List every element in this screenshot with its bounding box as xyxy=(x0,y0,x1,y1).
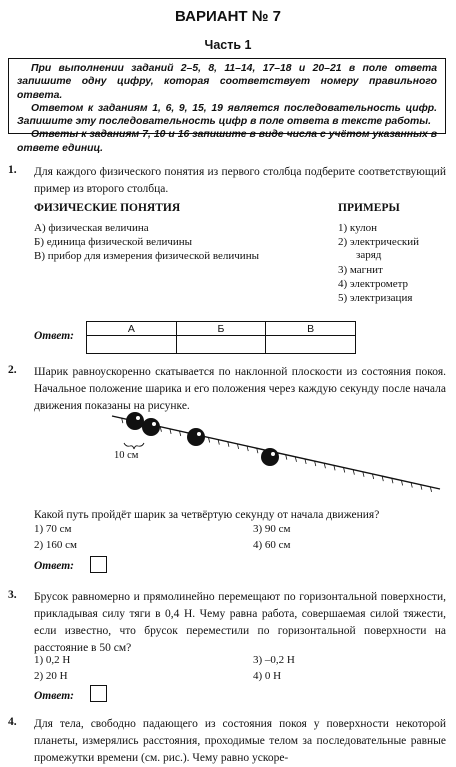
concepts-header: ФИЗИЧЕСКИЕ ПОНЯТИЯ xyxy=(34,202,181,214)
task3-option-1: 1) 0,2 Н xyxy=(34,654,71,666)
example-4: 4) электрометр xyxy=(338,278,409,290)
task2-option-2: 2) 160 см xyxy=(34,539,78,551)
ball-2s xyxy=(187,428,205,446)
task2-number: 2. xyxy=(8,364,17,376)
concept-b: Б) единица физической величины xyxy=(34,236,193,248)
task2-answer-box[interactable] xyxy=(90,556,107,573)
answer-cell-v[interactable] xyxy=(266,336,356,354)
answer-cell-b[interactable] xyxy=(176,336,266,354)
task3-answer-label: Ответ: xyxy=(34,690,74,702)
task1-text: Для каждого физического понятия из первого столбца подберите соответствующий пример из второго столбца. xyxy=(34,166,446,195)
part-title: Часть 1 xyxy=(204,38,252,52)
example-2-cont: заряд xyxy=(356,249,382,261)
ball-start xyxy=(126,412,144,430)
ball-3s-highlight xyxy=(271,452,275,456)
instruction-2: Ответом к заданиям 1, 6, 9, 15, 19 является последовательность цифр. Запишите эту последовательность цифр в поле ответа в тексте работы. xyxy=(17,102,437,128)
concept-a: А) физическая величина xyxy=(34,222,149,234)
example-5: 5) электризация xyxy=(338,292,413,304)
task1-answer-label: Ответ: xyxy=(34,330,74,342)
answer-col-v: В xyxy=(266,322,356,336)
instruction-3: Ответы к заданиям 7, 10 и 16 запишите в виде числа с учётом указанных в ответе единиц. xyxy=(17,129,437,154)
answer-col-b: Б xyxy=(176,322,266,336)
task2-text: Шарик равноускоренно скатывается по наклонной плоскости из состояния покоя. Начальное положение шарика и его положения через каждую секунду после начала движения показаны на рисунке. xyxy=(34,366,446,412)
task2-option-3: 3) 90 см xyxy=(253,523,291,535)
task3-answer-box[interactable] xyxy=(90,685,107,702)
example-2: 2) электрический xyxy=(338,236,420,248)
task2-option-1: 1) 70 см xyxy=(34,523,72,535)
task1-number: 1. xyxy=(8,164,17,176)
ball-1s-highlight xyxy=(152,422,156,426)
task3-number: 3. xyxy=(8,589,17,601)
task2-question: Какой путь пройдёт шарик за четвёртую секунду от начала движения? xyxy=(34,509,380,521)
answer-col-a: А xyxy=(87,322,177,336)
examples-header: ПРИМЕРЫ xyxy=(338,202,400,214)
figure-scale-label: 10 см xyxy=(114,450,139,461)
ball-3s xyxy=(261,448,279,466)
task4-number: 4. xyxy=(8,716,17,728)
task1-answer-table xyxy=(86,321,356,354)
example-1: 1) кулон xyxy=(338,222,377,234)
ball-2s-highlight xyxy=(197,432,201,436)
brace-mark xyxy=(124,443,144,449)
inclined-plane-figure xyxy=(100,406,446,492)
instructions-box xyxy=(8,58,446,154)
task3-option-4: 4) 0 Н xyxy=(253,670,282,682)
ball-start-highlight xyxy=(136,416,140,420)
example-3: 3) магнит xyxy=(338,264,383,276)
task3-option-3: 3) –0,2 Н xyxy=(253,654,295,666)
ball-1s xyxy=(142,418,160,436)
task2-option-4: 4) 60 см xyxy=(253,539,291,551)
task3-option-2: 2) 20 Н xyxy=(34,670,68,682)
answer-cell-a[interactable] xyxy=(87,336,177,354)
task3-text: Брусок равномерно и прямолинейно перемещают по горизонтальной поверхности, прикладывая силу тяги в 0,4 Н. Чему равна работа, совершаемая силой тяжести, если известно, что брусок переместили по горизонтальной поверхности на расстояние в 50 см? xyxy=(34,591,446,654)
variant-title: ВАРИАНТ № 7 xyxy=(175,8,281,25)
concept-v: В) прибор для измерения физической величины xyxy=(34,250,259,262)
instruction-1: При выполнении заданий 2–5, 8, 11–14, 17–18 и 20–21 в поле ответа запишите одну цифру, которая соответствует номеру правильного ответа. xyxy=(17,63,437,101)
task2-answer-label: Ответ: xyxy=(34,560,74,572)
task4-text: Для тела, свободно падающего из состояния покоя у поверхности некоторой планеты, измерялись расстояния, проходимые телом за последовательные равные промежутки времени (см. рис.). Чему равно ускоре- xyxy=(34,718,446,764)
